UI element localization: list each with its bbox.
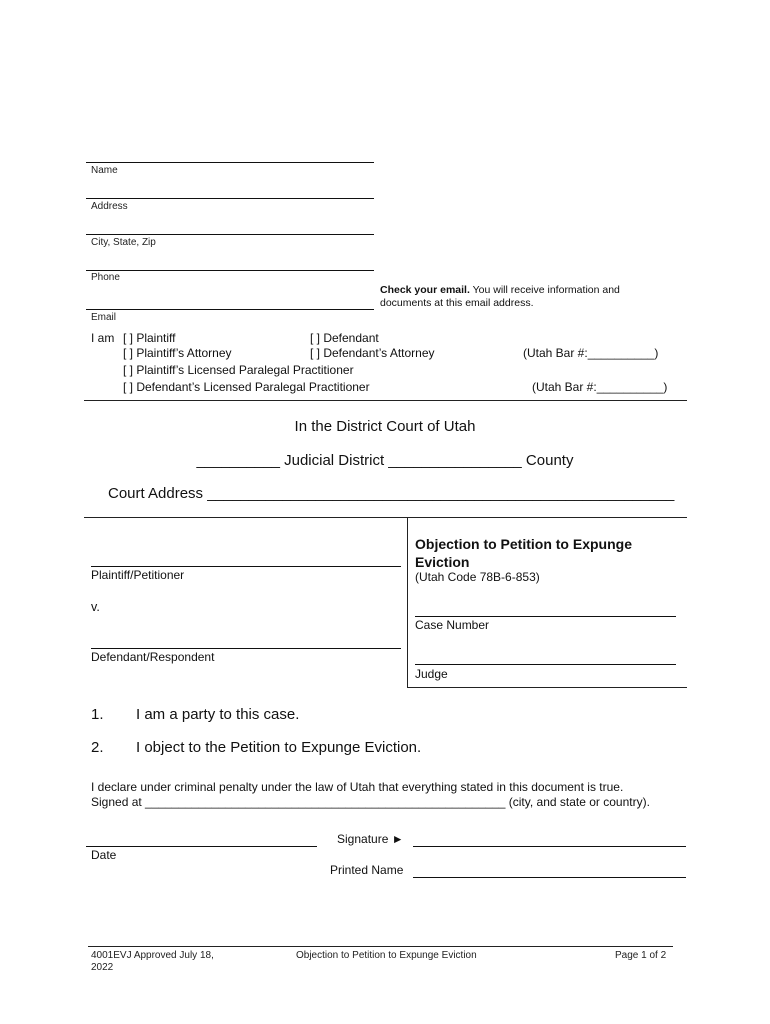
statement-2-text: I object to the Petition to Expunge Eviction. <box>136 739 422 756</box>
name-line[interactable] <box>86 162 374 163</box>
i-am-label: I am <box>91 331 115 345</box>
name-label: Name <box>91 165 118 176</box>
footer-form-id <box>91 950 214 974</box>
code-reference: (Utah Code 78B-6-853) <box>415 570 540 584</box>
defendant-label: Defendant/Respondent <box>91 650 215 664</box>
court-title: In the District Court of Utah <box>294 418 476 435</box>
option-plaintiff-lpp[interactable]: [ ] Plaintiff’s Licensed Paralegal Practitioner <box>123 363 354 377</box>
caption-bottom-border <box>407 687 687 688</box>
signature-label: Signature ► <box>337 832 404 846</box>
date-line[interactable] <box>86 846 317 847</box>
court-address-line[interactable]: Court Address ________________________________________________________ <box>108 485 675 502</box>
declaration-signed-at[interactable]: Signed at ______________________________________________________ (city, and state or country). <box>91 795 650 809</box>
email-line[interactable] <box>86 309 374 310</box>
email-note-bold: Check your email. <box>380 284 470 296</box>
option-defendant-attorney[interactable]: [ ] Defendant’s Attorney <box>310 346 435 360</box>
date-label: Date <box>91 848 117 862</box>
footer-title: Objection to Petition to Expunge Eviction <box>296 950 477 961</box>
versus-label: v. <box>91 600 100 614</box>
option-defendant[interactable]: [ ] Defendant <box>310 331 379 345</box>
option-plaintiff-attorney[interactable]: [ ] Plaintiff’s Attorney <box>123 346 232 360</box>
divider-top <box>84 400 687 401</box>
statement-1-text: I am a party to this case. <box>136 706 300 723</box>
case-number-line[interactable] <box>415 616 676 617</box>
plaintiff-name-line[interactable] <box>91 566 401 567</box>
caption-divider <box>407 517 408 687</box>
phone-line[interactable] <box>86 270 374 271</box>
footer-divider <box>88 946 673 947</box>
utah-bar-number-1[interactable]: (Utah Bar #:__________) <box>523 346 659 360</box>
city-label: City, State, Zip <box>91 237 156 248</box>
document-title <box>415 535 632 571</box>
caption-top-border <box>84 517 687 518</box>
city-line[interactable] <box>86 234 374 235</box>
signature-line[interactable] <box>413 846 686 847</box>
utah-bar-number-2[interactable]: (Utah Bar #:__________) <box>532 380 668 394</box>
judge-label: Judge <box>415 667 448 681</box>
printed-name-label: Printed Name <box>330 863 404 877</box>
email-note-line2: documents at this email address. <box>380 297 534 309</box>
footer-page-number: Page 1 of 2 <box>615 950 667 961</box>
declaration-line1: I declare under criminal penalty under the law of Utah that everything stated in this document is true. <box>91 780 624 794</box>
statement-1-number: 1. <box>91 706 104 723</box>
defendant-name-line[interactable] <box>91 648 401 649</box>
document-title-line2: Eviction <box>415 554 470 570</box>
statement-2-number: 2. <box>91 739 104 756</box>
address-line[interactable] <box>86 198 374 199</box>
phone-label: Phone <box>91 272 120 283</box>
document-title-line1: Objection to Petition to Expunge <box>415 536 632 552</box>
option-defendant-lpp[interactable]: [ ] Defendant’s Licensed Paralegal Practitioner <box>123 380 370 394</box>
footer-form-id-line2: 2022 <box>91 962 114 973</box>
email-note-rest: You will receive information and <box>472 284 620 296</box>
email-label: Email <box>91 312 117 323</box>
option-plaintiff[interactable]: [ ] Plaintiff <box>123 331 176 345</box>
case-number-label: Case Number <box>415 618 490 632</box>
footer-form-id-line1: 4001EVJ Approved July 18, <box>91 950 214 961</box>
printed-name-line[interactable] <box>413 877 686 878</box>
district-line[interactable]: __________ Judicial District ________________ County <box>196 452 574 469</box>
judge-line[interactable] <box>415 664 676 665</box>
plaintiff-label: Plaintiff/Petitioner <box>91 568 185 582</box>
email-note <box>380 284 620 310</box>
address-label: Address <box>91 201 128 212</box>
